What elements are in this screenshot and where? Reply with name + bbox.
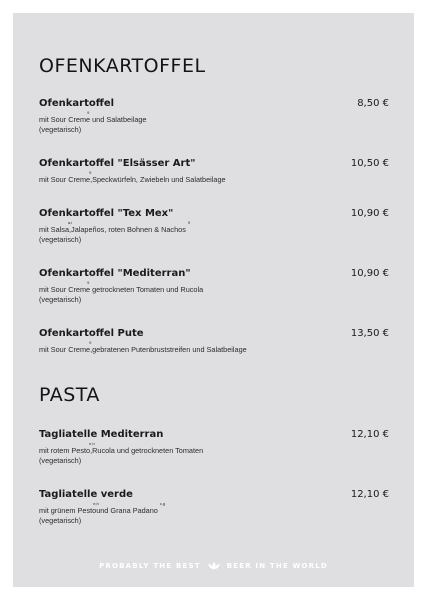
menu-item-price: 10,90 € [350, 208, 389, 219]
vegetarian-label: (vegetarisch) [39, 456, 82, 465]
vegetarian-label: (vegetarisch) [39, 295, 82, 304]
menu-item-name: Ofenkartoffel "Mediterran" [39, 268, 191, 279]
section-title-pasta: PASTA [39, 384, 100, 406]
menu-item-description [39, 340, 389, 355]
menu-item-description [39, 220, 389, 245]
carlsberg-leaf-icon [207, 561, 221, 571]
menu-item [39, 489, 389, 526]
allergen-note: 9 [89, 340, 92, 345]
description-text: und Grana Padano [96, 506, 158, 515]
vegetarian-label: (vegetarisch) [39, 235, 82, 244]
allergen-note: a,i [68, 220, 73, 225]
description-text: getrockneten Tomaten und Rucola [90, 285, 204, 294]
allergen-note: c,g [159, 501, 166, 506]
allergen-note: 9 [87, 110, 90, 115]
menu-item-description [39, 110, 389, 135]
menu-item-price: 10,90 € [350, 268, 389, 279]
menu-item-description [39, 501, 389, 526]
description-text: Jalapeños, roten Bohnen & Nachos [71, 225, 186, 234]
slogan-right: BEER IN THE WORLD [226, 562, 328, 570]
description-text: mit Salsa, [39, 225, 72, 234]
description-text: mit Sour Creme [39, 115, 91, 124]
menu-item-price: 8,50 € [357, 98, 389, 109]
allergen-note: 9 [187, 220, 191, 225]
section-title-ofenkartoffel: OFENKARTOFFEL [39, 55, 206, 77]
vegetarian-label: (vegetarisch) [39, 125, 82, 134]
menu-item-name: Ofenkartoffel Pute [39, 328, 144, 339]
menu-item-description [39, 170, 389, 185]
slogan-left: PROBABLY THE BEST [99, 562, 201, 570]
menu-item-name: Ofenkartoffel [39, 98, 115, 109]
description-text: mit rotem Pesto, [39, 446, 93, 455]
menu-item [39, 429, 389, 466]
menu-item-price: 12,10 € [350, 489, 389, 500]
menu-item-name: Tagliatelle verde [39, 489, 133, 500]
description-text: mit Sour Creme, [39, 175, 93, 184]
description-text: Speckwürfeln, Zwiebeln und Salatbeilage [92, 175, 226, 184]
vegetarian-label: (vegetarisch) [39, 516, 82, 525]
menu-item [39, 98, 389, 135]
allergen-note: 9 [89, 170, 92, 175]
menu-item-name: Ofenkartoffel "Elsässer Art" [39, 158, 196, 169]
menu-item [39, 208, 389, 245]
menu-item-name: Tagliatelle Mediterran [39, 429, 164, 440]
menu-item-name: Ofenkartoffel "Tex Mex" [39, 208, 174, 219]
allergen-note: e,h [93, 501, 99, 506]
menu-item-description [39, 441, 389, 466]
description-text: mit Sour Creme, [39, 345, 93, 354]
description-text: Rucola und getrockneten Tomaten [92, 446, 204, 455]
description-text: mit Sour Creme [39, 285, 91, 294]
menu-item [39, 328, 389, 355]
footer-slogan [13, 561, 414, 571]
menu-page [13, 13, 414, 587]
menu-item-description [39, 280, 389, 305]
menu-item-price: 13,50 € [350, 328, 389, 339]
description-text: mit grünem Pesto [39, 506, 97, 515]
description-text: und Salatbeilage [90, 115, 147, 124]
menu-item-price: 12,10 € [350, 429, 389, 440]
menu-item-price: 10,50 € [350, 158, 389, 169]
menu-item [39, 268, 389, 305]
menu-item [39, 158, 389, 185]
description-text: gebratenen Putenbruststreifen und Salatbeilage [92, 345, 247, 354]
allergen-note: e,h [89, 441, 95, 446]
allergen-note: 9 [87, 280, 90, 285]
